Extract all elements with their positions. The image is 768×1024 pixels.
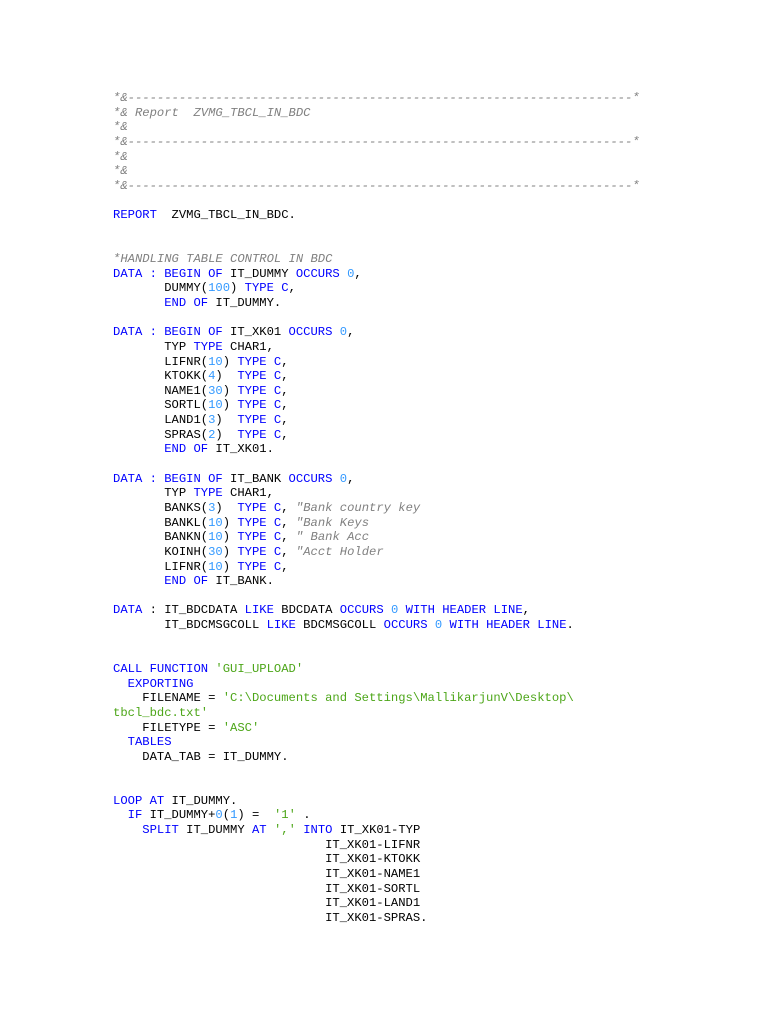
comment-token: " Bank Acc <box>295 530 370 545</box>
number-token: 100 <box>208 281 231 296</box>
code-line <box>113 208 640 223</box>
keyword-token: OCCURS <box>295 266 340 281</box>
keyword-token: SPLIT <box>142 823 179 838</box>
keyword-token: EXPORTING <box>127 676 194 691</box>
text-token: , <box>281 530 296 545</box>
keyword-token: TYPE <box>193 339 223 354</box>
text-token: IT_XK01-SPRAS. <box>113 910 428 925</box>
number-token: 0 <box>339 325 348 340</box>
text-token: DATA_TAB = IT_DUMMY. <box>113 749 289 764</box>
keyword-token: LOOP AT <box>113 793 165 808</box>
text-token: IT_BANK <box>222 471 289 486</box>
code-line <box>113 457 640 472</box>
keyword-token: TYPE C <box>237 427 282 442</box>
string-token: 'ASC' <box>222 720 260 735</box>
code-line <box>113 428 640 443</box>
comment-token: *& <box>113 120 128 135</box>
code-line <box>113 486 640 501</box>
keyword-token: OCCURS <box>339 603 384 618</box>
keyword-token: END OF <box>164 295 209 310</box>
code-line <box>113 120 640 135</box>
keyword-token: TYPE <box>193 486 223 501</box>
number-token: 30 <box>208 544 223 559</box>
code-line <box>113 662 640 677</box>
text-token: BANKS( <box>113 500 209 515</box>
code-line <box>113 896 640 911</box>
number-token: 4 <box>208 369 216 384</box>
code-line <box>113 413 640 428</box>
comment-token: *HANDLING TABLE CONTROL IN BDC <box>113 252 333 267</box>
text-token: IT_DUMMY. <box>164 793 238 808</box>
keyword-token: TYPE C <box>237 383 282 398</box>
text-token: IT_XK01-LIFNR <box>113 837 421 852</box>
code-line <box>113 311 640 326</box>
text-token: LIFNR( <box>113 559 209 574</box>
code-line <box>113 618 640 633</box>
code-line <box>113 764 640 779</box>
text-token: IT_XK01-LAND1 <box>113 896 421 911</box>
text-token: , <box>281 544 296 559</box>
keyword-token: TYPE C <box>237 398 282 413</box>
keyword-token: TYPE C <box>237 515 282 530</box>
code-line <box>113 106 640 121</box>
text-token: , <box>281 413 289 428</box>
code-line <box>113 633 640 648</box>
number-token: 10 <box>208 398 223 413</box>
number-token: 0 <box>215 808 223 823</box>
keyword-token: REPORT <box>113 208 157 223</box>
text-token <box>113 574 164 588</box>
code-line <box>113 398 640 413</box>
text-token: , <box>281 515 296 530</box>
code-line <box>113 706 640 721</box>
number-token: 3 <box>208 500 216 515</box>
text-token: IT_XK01-TYP <box>332 823 421 838</box>
keyword-token: TYPE C <box>237 544 282 559</box>
code-line <box>113 691 640 706</box>
text-token <box>113 677 128 691</box>
code-line <box>113 750 640 765</box>
text-token: ) <box>222 398 238 413</box>
number-token: 10 <box>208 354 223 369</box>
text-token: IT_XK01-KTOKK <box>113 852 421 867</box>
text-token <box>332 472 339 486</box>
text-token: IT_XK01 <box>222 325 289 340</box>
text-token: IT_DUMMY+ <box>142 808 216 823</box>
text-token: ) <box>215 413 238 428</box>
text-token <box>113 442 164 456</box>
text-token: ( <box>222 808 231 823</box>
keyword-token: WITH HEADER LINE <box>449 618 567 633</box>
code-line <box>113 442 640 457</box>
text-token <box>428 618 435 632</box>
code-line <box>113 267 640 282</box>
text-token: ) <box>222 544 238 559</box>
keyword-token: TYPE C <box>237 413 282 428</box>
string-token: '1' <box>273 808 296 823</box>
text-token: , <box>281 559 289 574</box>
text-token: DUMMY( <box>113 281 209 296</box>
text-token: , <box>281 354 289 369</box>
keyword-token: LIKE <box>266 618 296 633</box>
text-token: ) <box>230 281 245 296</box>
text-token: , <box>288 281 296 296</box>
text-token: BDCMSGCOLL <box>295 618 384 633</box>
text-token: LIFNR( <box>113 354 209 369</box>
number-token: 10 <box>208 559 223 574</box>
code-line <box>113 355 640 370</box>
number-token: 0 <box>390 603 399 618</box>
keyword-token: TYPE C <box>237 500 282 515</box>
code-line <box>113 794 640 809</box>
string-token: 'GUI_UPLOAD' <box>215 661 304 676</box>
string-token: 'C:\Documents and Settings\MallikarjunV\Desktop\ <box>222 691 574 706</box>
text-token <box>113 296 164 310</box>
text-token: ) <box>222 383 238 398</box>
code-line <box>113 779 640 794</box>
text-token: ) <box>215 369 238 384</box>
comment-token: *& Report ZVMG_TBCL_IN_BDC <box>113 105 311 120</box>
text-token <box>332 325 339 339</box>
number-token: 30 <box>208 383 223 398</box>
code-line <box>113 823 640 838</box>
text-token: ) <box>215 500 238 515</box>
code-line <box>113 911 640 926</box>
text-token: BDCDATA <box>273 603 340 618</box>
code-line <box>113 516 640 531</box>
code-line <box>113 530 640 545</box>
code-line <box>113 135 640 150</box>
code-line <box>113 501 640 516</box>
comment-token: *& <box>113 149 128 164</box>
text-token: BANKL( <box>113 515 209 530</box>
keyword-token: DATA <box>113 603 143 618</box>
keyword-token: LIKE <box>244 603 274 618</box>
text-token: ) <box>222 515 238 530</box>
text-token: : IT_BDCDATA <box>142 603 245 618</box>
text-token: . <box>566 618 574 633</box>
text-token: IT_DUMMY <box>222 266 296 281</box>
text-token: KOINH( <box>113 544 209 559</box>
keyword-token: TYPE C <box>237 559 282 574</box>
number-token: 10 <box>208 515 223 530</box>
comment-token: *&---------------------------------------------------------------------* <box>113 134 640 149</box>
code-line <box>113 852 640 867</box>
string-token: tbcl_bdc.txt' <box>113 705 209 720</box>
text-token: NAME1( <box>113 383 209 398</box>
code-line <box>113 237 640 252</box>
text-token: , <box>281 383 289 398</box>
code-line <box>113 164 640 179</box>
keyword-token: TYPE C <box>237 369 282 384</box>
text-token: , <box>281 500 296 515</box>
text-token: , <box>347 471 355 486</box>
text-token: IT_DUMMY. <box>208 295 282 310</box>
text-token: , <box>522 603 530 618</box>
text-token <box>398 603 405 617</box>
comment-token: "Bank country key <box>295 500 421 515</box>
code-line <box>113 91 640 106</box>
keyword-token: DATA : BEGIN OF <box>113 266 223 281</box>
keyword-token: TYPE C <box>237 354 282 369</box>
text-token: IT_XK01-SORTL <box>113 881 421 896</box>
code-line <box>113 808 640 823</box>
text-token: FILENAME = <box>113 691 223 706</box>
code-line <box>113 369 640 384</box>
text-token: CHAR1, <box>222 339 274 354</box>
keyword-token: OCCURS <box>383 618 428 633</box>
comment-token: *& <box>113 164 128 179</box>
keyword-token: TABLES <box>127 735 172 750</box>
text-token: IT_XK01. <box>208 442 274 457</box>
text-token: , <box>347 325 355 340</box>
number-token: 0 <box>434 618 443 633</box>
code-line <box>113 647 640 662</box>
text-token: , <box>281 369 289 384</box>
text-token: BANKN( <box>113 530 209 545</box>
text-token: SPRAS( <box>113 427 209 442</box>
code-line <box>113 735 640 750</box>
text-token: IT_XK01-NAME1 <box>113 866 421 881</box>
number-token: 10 <box>208 530 223 545</box>
code-line <box>113 867 640 882</box>
keyword-token: OCCURS <box>288 471 333 486</box>
code-line <box>113 838 640 853</box>
text-token: TYP <box>113 486 194 501</box>
code-line <box>113 281 640 296</box>
keyword-token: IF <box>127 808 143 823</box>
text-token: . <box>295 808 311 823</box>
text-token: ) <box>222 559 238 574</box>
number-token: 0 <box>347 266 355 281</box>
comment-token: *&---------------------------------------------------------------------* <box>113 91 640 105</box>
number-token: 0 <box>339 471 348 486</box>
string-token: ',' <box>273 823 296 838</box>
text-token: ) <box>215 427 238 442</box>
code-line <box>113 574 640 589</box>
number-token: 3 <box>208 413 216 428</box>
code-line <box>113 179 640 194</box>
comment-token: "Acct Holder <box>295 544 384 559</box>
text-token: KTOKK( <box>113 369 209 384</box>
text-token: IT_BDCMSGCOLL <box>113 618 267 633</box>
text-token <box>267 823 274 837</box>
keyword-token: AT <box>251 823 267 838</box>
code-line <box>113 721 640 736</box>
text-token: ) = <box>237 808 274 823</box>
text-token: IT_DUMMY <box>178 823 252 838</box>
code-line <box>113 472 640 487</box>
keyword-token: DATA : BEGIN OF <box>113 325 223 340</box>
keyword-token: CALL FUNCTION <box>113 661 209 676</box>
comment-token: "Bank Keys <box>295 515 370 530</box>
text-token: FILETYPE = <box>113 720 223 735</box>
keyword-token: DATA : BEGIN OF <box>113 471 223 486</box>
text-token: TYP <box>113 339 194 354</box>
text-token: , <box>354 266 362 281</box>
code-line <box>113 340 640 355</box>
text-token: , <box>281 398 289 413</box>
text-token: LAND1( <box>113 413 209 428</box>
keyword-token: END OF <box>164 442 209 457</box>
text-token: SORTL( <box>113 398 209 413</box>
code-line <box>113 150 640 165</box>
text-token <box>340 267 347 281</box>
text-token <box>113 808 128 822</box>
code-line <box>113 545 640 560</box>
comment-token: *&---------------------------------------------------------------------* <box>113 178 640 193</box>
text-token <box>113 735 128 749</box>
code-line <box>113 296 640 311</box>
code-line <box>113 193 640 208</box>
text-token: CHAR1, <box>222 486 274 501</box>
text-token: IT_BANK. <box>208 574 274 589</box>
text-token: ) <box>222 354 238 369</box>
code-line <box>113 223 640 238</box>
number-token: 1 <box>230 808 238 823</box>
text-token: , <box>281 427 289 442</box>
keyword-token: END OF <box>164 574 209 589</box>
code-line <box>113 882 640 897</box>
text-token: ) <box>222 530 238 545</box>
code-line <box>113 589 640 604</box>
keyword-token: TYPE C <box>237 530 282 545</box>
number-token: 2 <box>208 427 216 442</box>
text-token <box>442 618 449 632</box>
code-line <box>113 677 640 692</box>
code-line <box>113 252 640 267</box>
keyword-token: TYPE C <box>244 281 289 296</box>
keyword-token: INTO <box>303 823 333 838</box>
code-line <box>113 325 640 340</box>
code-line <box>113 560 640 575</box>
code-line <box>113 603 640 618</box>
text-token <box>113 823 142 837</box>
keyword-token: OCCURS <box>288 325 333 340</box>
abap-code-listing <box>113 91 640 926</box>
text-token <box>384 603 391 617</box>
keyword-token: WITH HEADER LINE <box>405 603 523 618</box>
code-line <box>113 384 640 399</box>
text-token: ZVMG_TBCL_IN_BDC. <box>156 208 296 223</box>
